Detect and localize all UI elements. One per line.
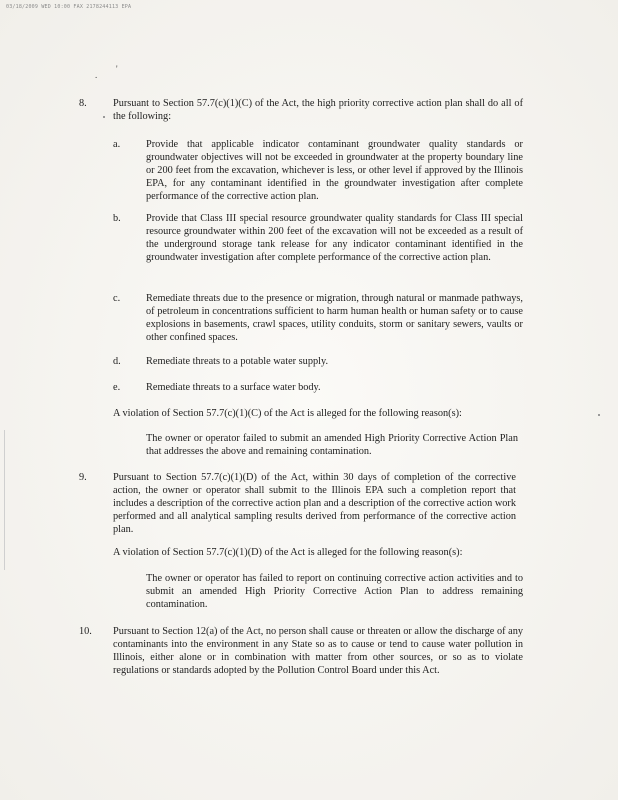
- item-e-letter: e.: [113, 382, 121, 393]
- section-9-number: 9.: [79, 472, 87, 483]
- scan-mark-apostrophe: ': [116, 64, 118, 74]
- item-d-text: Remediate threats to a potable water supply.: [146, 356, 329, 367]
- item-e-text: Remediate threats to a surface water body.: [146, 382, 321, 393]
- scan-speck: [598, 414, 600, 416]
- item-a-text: Provide that applicable indicator contaminant groundwater quality standards or groundwater objectives will not be exceeded in groundwater at the property boundary line or 200 feet from the excavation, whichever is less, or other level if approved by the Illinois EPA, for any contaminant identified in the groundwater investigation after complete performance of the corrective action plan.: [146, 139, 523, 202]
- section-10-number: 10.: [79, 626, 92, 637]
- section-10-text: Pursuant to Section 12(a) of the Act, no person shall cause or threaten or allow the discharge of any contaminants into the environment in any State so as to cause or tend to cause water pollution in Illinois, either alone or in combination with matter from other sources, or so as to violate regulations or standards adopted by the Pollution Control Board under this Act.: [113, 626, 523, 676]
- section-8-number: 8.: [79, 98, 87, 109]
- scan-speck: [103, 116, 105, 118]
- item-c-letter: c.: [113, 293, 121, 304]
- section-9-violation-reason: The owner or operator has failed to report on continuing corrective action activities and to submit an amended High Priority Corrective Action Plan to address remaining contamination.: [146, 573, 523, 610]
- scan-mark-dot: .: [95, 70, 98, 80]
- section-8-text: Pursuant to Section 57.7(c)(1)(C) of the Act, the high priority corrective action plan shall do all of the following:: [113, 98, 523, 122]
- item-a-letter: a.: [113, 139, 121, 150]
- section-8-violation-intro: A violation of Section 57.7(c)(1)(C) of the Act is alleged for the following reason(s):: [113, 408, 462, 419]
- scan-edge-line: [4, 430, 5, 570]
- section-9-text: Pursuant to Section 57.7(c)(1)(D) of the Act, within 30 days of completion of the corrective action, the owner or operator shall submit to the Illinois EPA such a completion report that includes a description of the corrective action plan and a description of the corrective action work performed and all analytical sampling results derived from performance of the corrective action plan.: [113, 472, 516, 535]
- item-c-text: Remediate threats due to the presence or migration, through natural or manmade pathways, of petroleum in concentrations sufficient to harm human health or human safety or to cause explosions in basements, crawl spaces, utility conduits, storm or sanitary sewers, vaults or other confined spaces.: [146, 293, 523, 343]
- fax-header-line: 03/18/2009 WED 10:00 FAX 2178244113 EPA: [6, 4, 132, 10]
- item-b-letter: b.: [113, 213, 121, 224]
- section-8-violation-reason: The owner or operator failed to submit an amended High Priority Corrective Action Plan that addresses the above and remaining contamination.: [146, 433, 518, 457]
- item-b-text: Provide that Class III special resource groundwater quality standards for Class III special resource groundwater within 200 feet of the excavation will not be exceeded as a result of the underground storage tank release for any indicator contaminant identified in the groundwater investigation after complete performance of the corrective action plan.: [146, 213, 523, 263]
- section-9-violation-intro: A violation of Section 57.7(c)(1)(D) of the Act is alleged for the following reason(s):: [113, 547, 463, 558]
- item-d-letter: d.: [113, 356, 121, 367]
